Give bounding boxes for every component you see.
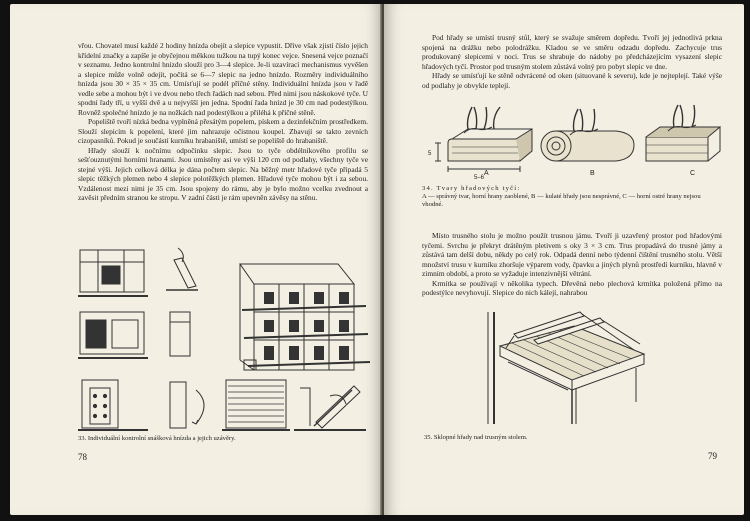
- paragraph: Místo trusného stolu je možno použít trusnou jámu. Tvoří ji uzavřený prostor pod hřadovými tyčemi. Svrchu je překryt drátěným pletivem s oky 3 × 3 cm. Trus propadává do trusné jámy a zůstává tam delší dobu, někdy po celý rok. Odpadá denní nebo týdenní čištění trusného stolu. Větší množství trusu v kurníku zhoršuje výparem vody, čpavku a jiných plynů prostředí kurníku, hlavně v zimním období, a proto se vyžaduje intenzivnější větrání.: [422, 231, 722, 278]
- figure-34-caption: [422, 185, 722, 210]
- perch-label-a: A: [484, 170, 489, 177]
- figure-33-nest-boxes: [78, 240, 370, 436]
- paragraph: Hřady slouží k nočnímu odpočinku slepic. Jsou to tyče obdélníkového profilu se sešťouznutými horními hranami. Jsou umístěny asi ve výši 120 cm od podlahy, všechny tyče ve stejné výši. Jejich celková délka je dána počtem slepic. Na běžný metr hřadové tyče připadá 5 slepic těžkých plemen nebo 4 slepice polotěžkých plemen. Hřadové tyče mohou být i za sebou. Vzdálenost mezi nimi je 35 cm. Jsou spojeny do rámu, aby je bylo možno vcelku zvednout a zavěsit předním stranou ke stropu. V zadní části je rám upevněn závěsy na stěnu.: [78, 145, 368, 202]
- right-text-column-top: [422, 33, 722, 90]
- figure-35-folding-perches: [484, 306, 664, 430]
- figure-34-title: 34. Tvary hřadových tyčí:: [422, 185, 521, 192]
- right-page: [384, 4, 744, 515]
- figure-34-description: A — správný tvar, horní hrany zaoblené, B — kulaté hřady jsou nesprávné, C — horní ostré hrany nejsou vhodné.: [422, 193, 701, 209]
- left-text-column: [78, 41, 368, 203]
- right-text-column-middle: [422, 231, 722, 298]
- page-number: 79: [708, 451, 717, 461]
- paragraph: vřou. Chovatel musí každé 2 hodiny hnízda obejít a slepice vypustit. Dříve však zjistí číslo jejich křídelní značky a zapíše je obyčejnou měkkou tužkou na tupý konec vejce. Snesená vejce poznačí v seznamu. Jedno kontrolní hnízdo slouží pro 3—4 slepice. Je-li uzavírací mechanismus vyvěšen a slepice může volně odejít, počítá se 6—7 slepic na jedno hnízdo. Rozměry individuálního hnízda jsou 30 × 35 × 35 cm. Umísťují se podél příčné stěny. Individuální hnízda jsou v řadě vedle sebe a mohou být i ve dvou nebo třech řadách nad sebou. Před nimi jsou náskokové tyče. U spodní řady tří, u vyšší dvě a u nejvyšší jen jedna. Spodní řada hnízd je 30 cm nad podestýlkou. Rovněž společné hnízdo je na nožkách nad podestýlkou a přiléhá k příčné stěně.: [78, 41, 368, 117]
- paragraph: Hřady se umísťují ke stěně odvrácené od oken (situované k severu), kde je nejteplejí. Také výše od podlahy je obvykle teplejí.: [422, 71, 722, 90]
- perch-label-b: B: [590, 170, 595, 177]
- paragraph: Pod hřady se umístí trusný stůl, který se svažuje směrem dopředu. Tvoří jej jednotlivá prkna spojená na drážku nebo polodrážku. Kladou se ve směru odzadu dopředu. Zachycuje trus produkovaný slepicemi v noci. Trus se shrabuje do nádoby po předcházejícím vysazení slepic hřadových tyčí. Prostor pod trusným stolem zůstává volný pro pobyt slepic ve dne.: [422, 33, 722, 71]
- paragraph: Krmítka se používají v několika typech. Dřevěná nebo plechová krmítka položená přímo na podestýlce nevyhovují. Slepice do nich kálejí, nahrabou: [422, 278, 722, 297]
- page-number: 78: [78, 452, 87, 462]
- figure-35-caption: 35. Sklopné hřady nad trusným stolem.: [424, 434, 528, 441]
- dimension-height-label: 5: [428, 151, 432, 157]
- perch-label-c: C: [690, 170, 696, 177]
- dimension-width-label: 5–6: [474, 175, 485, 181]
- figure-34-perch-shapes: [424, 99, 724, 181]
- paragraph: Popeliště tvoří nízká bedna vyplněná přesátým popelem, pískem a dezinfekčním prostředkem. Slouží slepicím k popelení, které jim nahrazuje očistnou koupel. Zbavují se takto zevních cizopasníků. Pokud je součástí kurníku hrabaniště, umístí se popeliště do hrabaniště.: [78, 117, 368, 145]
- figure-33-caption: 33. Individuální kontrolní snášková hnízda a jejich uzávěry.: [78, 435, 236, 442]
- left-page: [10, 4, 382, 515]
